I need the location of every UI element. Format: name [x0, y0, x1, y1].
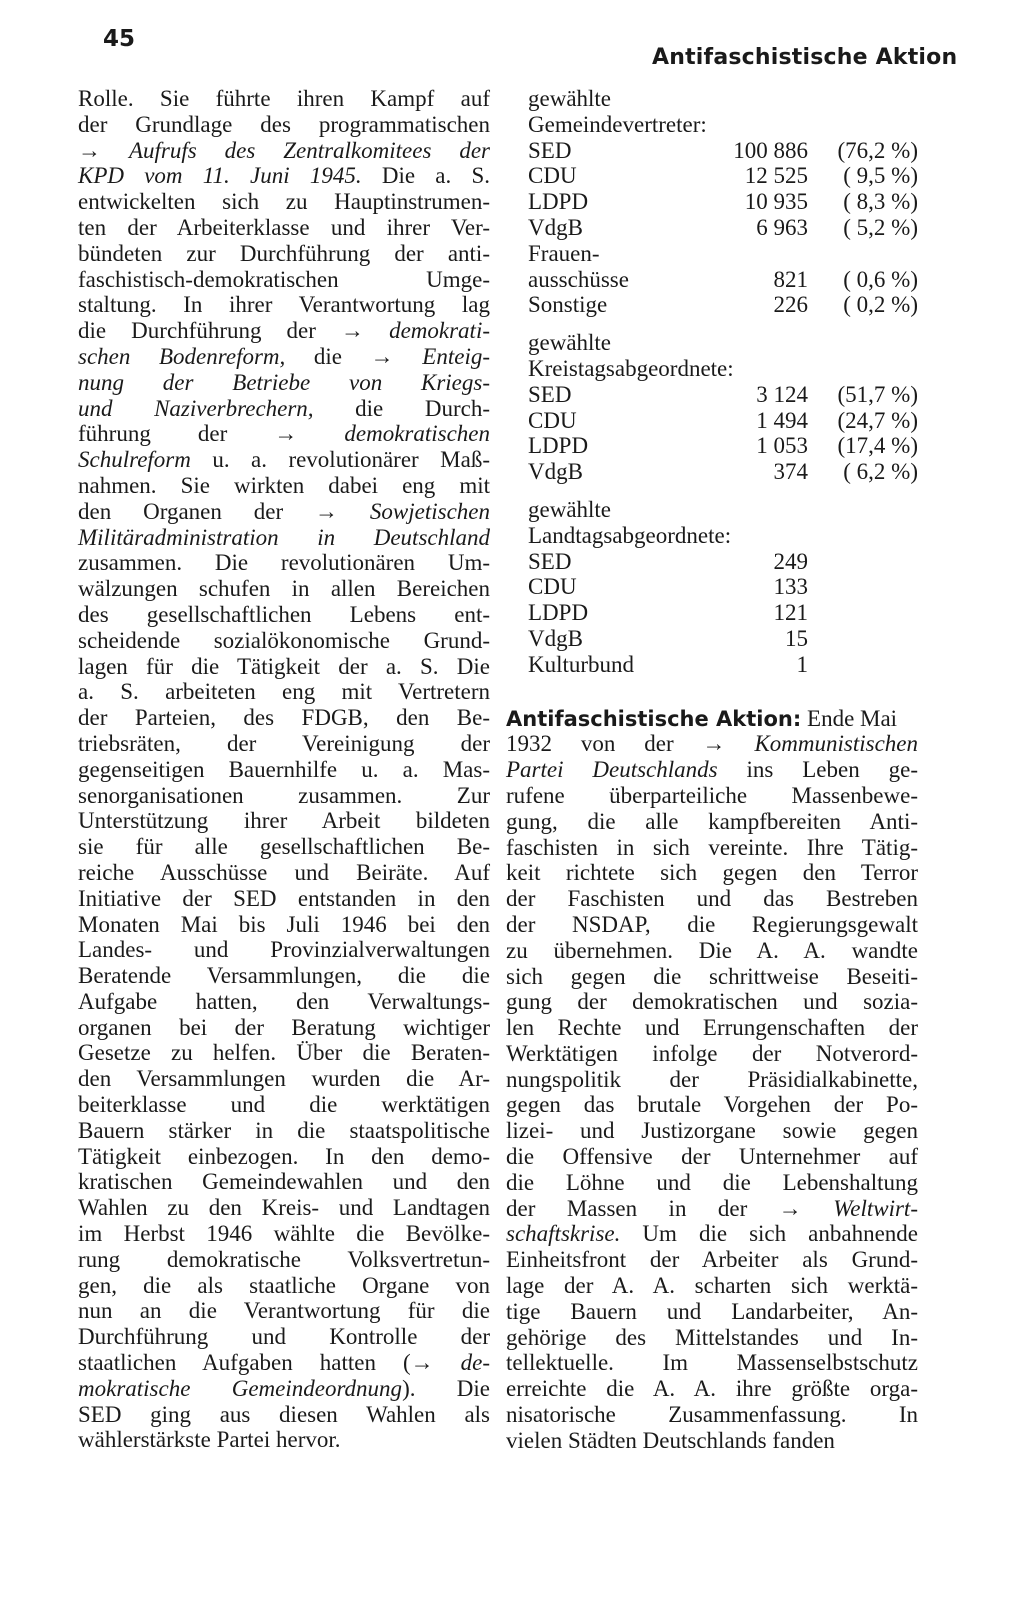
stats-count: 374: [773, 459, 808, 485]
left-column-text: [78, 86, 490, 1453]
text-line: [506, 1144, 918, 1170]
text-run: 1932 von der: [506, 731, 703, 757]
text-run: Monaten Mai bis Juli 1946 bei den: [78, 911, 490, 937]
text-run: ). Die: [402, 1375, 490, 1401]
text-line: [506, 912, 918, 938]
text-line: [78, 112, 490, 138]
text-line: [78, 473, 490, 499]
stats-row: [506, 215, 918, 241]
stats-party: VdgB: [528, 214, 583, 240]
page-number: 45: [103, 26, 136, 52]
text-run: ten der Arbeiterklasse und ihrer Ver-: [78, 214, 490, 240]
text-run: Die a. S.: [361, 163, 490, 189]
text-run: Um die sich anbahnende: [620, 1221, 918, 1247]
stats-party: LDPD: [528, 600, 589, 626]
text-line: [78, 189, 490, 215]
text-line: [78, 1066, 490, 1092]
italic-reference: mokratische Gemeindeordnung: [78, 1375, 403, 1401]
text-line: [78, 989, 490, 1015]
stats-party: VdgB: [528, 459, 583, 485]
text-line: [78, 1144, 490, 1170]
stats-party: CDU: [528, 163, 577, 189]
stats-row: [506, 600, 918, 626]
text-run: nungspolitik der Präsidialkabinette,: [506, 1066, 918, 1092]
text-line: [506, 731, 918, 757]
text-run: entwickelten sich zu Hauptinstrumen-: [78, 189, 490, 215]
text-run: führung der: [78, 421, 275, 447]
stats-share: ( 0,2 %): [843, 292, 918, 318]
stats-share: (24,7 %): [837, 407, 918, 433]
election-statistics: [506, 86, 918, 678]
text-run: zusammen. Die revolutionären Um-: [78, 550, 490, 576]
text-line: [506, 1015, 918, 1041]
text-line: [78, 654, 490, 680]
text-run: Ende Mai: [801, 705, 898, 731]
text-line: [506, 1067, 918, 1093]
text-run: rung demokratische Volksvertretun-: [78, 1246, 490, 1272]
text-run: reiche Ausschüsse und Beiräte. Auf: [78, 859, 490, 885]
text-line: [78, 1427, 490, 1453]
text-run: organen bei der Beratung wichtiger: [78, 1014, 490, 1040]
text-run: lizei- und Justizorgane sowie gegen: [506, 1118, 918, 1144]
text-run: faschisten in sich vereinte. Ihre Tätig-: [506, 834, 918, 860]
stats-party: SED: [528, 381, 572, 407]
stats-count: 100 886: [733, 137, 808, 163]
stats-share: [808, 549, 918, 575]
italic-reference: demokratischen: [344, 421, 491, 447]
text-run: der NSDAP, die Regierungsgewalt: [506, 911, 918, 937]
stats-party: SED: [528, 137, 572, 163]
text-run: Initiative der SED entstanden in den: [78, 885, 490, 911]
text-line: [506, 1196, 918, 1222]
stats-count: [678, 241, 808, 267]
text-run: der Grundlage des programmatischen: [78, 111, 490, 137]
stats-heading: Landtagsabgeordnete:: [528, 522, 732, 548]
text-line: [78, 1298, 490, 1324]
text-line: [506, 835, 918, 861]
stats-share: (17,4 %): [837, 433, 918, 459]
stats-row: [506, 138, 918, 164]
entry-title: Antifaschistische Aktion:: [506, 706, 802, 731]
text-line: [78, 886, 490, 912]
text-run: gegen das brutale Vorgehen der Po-: [506, 1092, 918, 1118]
stats-party: CDU: [528, 574, 577, 600]
text-line: [78, 860, 490, 886]
text-line: [78, 318, 490, 344]
text-run: wälzungen schufen in allen Bereichen: [78, 576, 490, 602]
text-line: [506, 706, 918, 732]
italic-reference: Militäradministration in Deutschland: [78, 524, 490, 550]
text-run: Aufgabe hatten, den Verwaltungs-: [78, 988, 490, 1014]
stats-share: [808, 241, 918, 267]
text-run: Unterstützung ihrer Arbeit bildeten: [78, 808, 490, 834]
stats-count: 12 525: [744, 163, 808, 189]
text-run: sich gegen die schrittweise Beseiti-: [506, 963, 918, 989]
text-line: [506, 1247, 918, 1273]
stats-row: [506, 189, 918, 215]
text-line: [78, 163, 490, 189]
text-run: tige Bauern und Landarbeiter, An-: [506, 1298, 918, 1324]
text-run: die Durch-: [313, 395, 490, 421]
stats-count: 821: [773, 266, 808, 292]
text-line: [78, 292, 490, 318]
text-line: [78, 912, 490, 938]
text-run: Rolle. Sie führte ihren Kampf auf: [78, 86, 490, 111]
text-run: Landes- und Provinzialverwaltungen: [78, 937, 490, 963]
stats-row: [506, 408, 918, 434]
text-line: [78, 602, 490, 628]
stats-share: [808, 626, 918, 652]
text-line: [78, 1169, 490, 1195]
text-run: vielen Städten Deutschlands fanden: [506, 1427, 835, 1453]
stats-party: VdgB: [528, 625, 583, 651]
text-run: der Parteien, des FDGB, den Be-: [78, 705, 490, 731]
stats-party: SED: [528, 548, 572, 574]
italic-reference: demokrati-: [389, 318, 490, 344]
text-run: erreichte die A. A. ihre größte orga-: [506, 1376, 918, 1402]
text-line: [78, 1092, 490, 1118]
italic-reference: Weltwirt-: [833, 1195, 918, 1221]
text-line: [78, 421, 490, 447]
dictionary-entry: [506, 706, 918, 1454]
italic-reference: Enteig-: [422, 343, 490, 369]
italic-reference: Aufrufs des Zentralkomitees der: [128, 137, 490, 163]
stats-share: (51,7 %): [837, 381, 918, 407]
text-line: [78, 241, 490, 267]
text-run: im Herbst 1946 wählte die Bevölke-: [78, 1221, 490, 1247]
text-line: [78, 1118, 490, 1144]
text-run: des gesellschaftlichen Lebens ent-: [78, 601, 490, 627]
text-line: [506, 860, 918, 886]
text-run: sie für alle gesellschaftlichen Be-: [78, 834, 490, 860]
stats-party: CDU: [528, 407, 577, 433]
text-run: gegenseitigen Bauernhilfe u. a. Mas-: [78, 756, 490, 782]
stats-count: 3 124: [756, 381, 808, 407]
text-line: [78, 808, 490, 834]
stats-row: [506, 574, 918, 600]
italic-reference: nung der Betriebe von Kriegs-: [78, 369, 490, 395]
text-line: [78, 783, 490, 809]
stats-row: [506, 292, 918, 318]
text-run: lagen für die Tätigkeit der a. S. Die: [78, 653, 490, 679]
text-line: [506, 783, 918, 809]
text-run: triebsräten, der Vereinigung der: [78, 730, 490, 756]
text-run: senorganisationen zusammen. Zur: [78, 782, 490, 808]
text-run: die: [285, 343, 371, 369]
text-line: [78, 1015, 490, 1041]
text-run: nahmen. Sie wirkten dabei eng mit: [78, 472, 490, 498]
text-run: Durchführung und Kontrolle der: [78, 1324, 490, 1350]
text-run: keit richtete sich gegen den Terror: [506, 860, 918, 886]
text-line: [78, 1402, 490, 1428]
right-column: [506, 86, 918, 1454]
text-line: [506, 1325, 918, 1351]
text-line: [506, 964, 918, 990]
text-run: len Rechte und Errungenschaften der: [506, 1015, 918, 1041]
stats-party: Kulturbund: [528, 651, 635, 677]
text-line: [506, 1299, 918, 1325]
stats-heading: Gemeindevertreter:: [528, 111, 707, 137]
text-line: [78, 267, 490, 293]
cross-reference-arrow: →: [702, 731, 755, 757]
cross-reference-arrow: →: [370, 343, 423, 369]
stats-party: Frauen-: [528, 240, 600, 266]
text-line: [78, 86, 490, 112]
stats-row: [506, 163, 918, 189]
stats-count: 10 935: [744, 189, 808, 215]
cross-reference-arrow: →: [78, 137, 129, 163]
text-run: Wahlen zu den Kreis- und Landtagen: [78, 1195, 490, 1221]
text-run: die Löhne und die Lebenshaltung: [506, 1169, 918, 1195]
text-run: den Versammlungen wurden die Ar-: [78, 1066, 490, 1092]
stats-count: 15: [785, 625, 808, 651]
text-line: [78, 1324, 490, 1350]
text-line: [506, 1376, 918, 1402]
text-line: [506, 989, 918, 1015]
cross-reference-arrow: →: [778, 1195, 834, 1221]
stats-share: [808, 600, 918, 626]
text-line: [506, 1041, 918, 1067]
stats-count: 6 963: [756, 214, 808, 240]
text-line: [78, 396, 490, 422]
stats-count: 1 494: [756, 407, 808, 433]
text-line: [506, 1092, 918, 1118]
text-line: [506, 1428, 918, 1454]
cross-reference-arrow: →: [315, 498, 370, 524]
text-line: [78, 447, 490, 473]
text-run: ins Leben ge-: [717, 757, 918, 783]
text-run: staltung. In ihrer Verantwortung lag: [78, 292, 490, 318]
stats-share: ( 6,2 %): [843, 459, 918, 485]
text-run: tellektuelle. Im Massenselbstschutz: [506, 1350, 918, 1376]
text-run: u. a. revolutionärer Maß-: [190, 447, 490, 473]
text-run: gen, die als staatliche Organe von: [78, 1272, 490, 1298]
stats-count: 121: [773, 600, 808, 626]
text-run: nisatorische Zusammenfassung. In: [506, 1402, 918, 1428]
text-run: gung der demokratischen und sozia-: [506, 989, 918, 1015]
text-line: [78, 1350, 490, 1376]
stats-share: [808, 652, 918, 678]
text-line: [506, 809, 918, 835]
text-line: [506, 886, 918, 912]
italic-reference: Kommunistischen: [754, 731, 918, 757]
stats-share: [808, 574, 918, 600]
stats-share: ( 5,2 %): [843, 214, 918, 240]
text-run: der Faschisten und das Bestreben: [506, 886, 918, 912]
cross-reference-arrow: →: [410, 1350, 461, 1376]
italic-reference: und Naziverbrechern,: [78, 395, 314, 421]
text-run: wählerstärkste Partei hervor.: [78, 1427, 341, 1453]
text-run: SED ging aus diesen Wahlen als: [78, 1401, 490, 1427]
text-run: den Organen der: [78, 498, 316, 524]
cross-reference-arrow: →: [341, 318, 390, 344]
stats-party: ausschüsse: [528, 266, 629, 292]
stats-share: ( 8,3 %): [843, 189, 918, 215]
italic-reference: KPD vom 11. Juni 1945.: [78, 163, 362, 189]
text-line: [78, 525, 490, 551]
stats-row: [506, 433, 918, 459]
stats-share: (76,2 %): [837, 137, 918, 163]
italic-reference: Partei Deutschlands: [506, 757, 718, 783]
text-line: [78, 138, 490, 164]
italic-reference: schen Bodenreform,: [78, 343, 286, 369]
text-line: [506, 757, 918, 783]
stats-count: 1: [796, 651, 808, 677]
text-line: [78, 1376, 490, 1402]
text-run: Bauern stärker in die staatspolitische: [78, 1117, 490, 1143]
text-line: [78, 1040, 490, 1066]
text-run: gehörige des Mittelstandes und In-: [506, 1324, 918, 1350]
text-run: nun an die Verantwortung für die: [78, 1298, 490, 1324]
text-line: [506, 1273, 918, 1299]
text-line: [78, 937, 490, 963]
text-line: [78, 705, 490, 731]
text-line: [506, 1118, 918, 1144]
stats-party: LDPD: [528, 189, 589, 215]
text-line: [506, 1170, 918, 1196]
stats-share: ( 9,5 %): [843, 163, 918, 189]
stats-share: ( 0,6 %): [843, 266, 918, 292]
text-line: [78, 215, 490, 241]
text-line: [506, 1402, 918, 1428]
text-line: [506, 1221, 918, 1247]
italic-reference: Schulreform: [78, 447, 191, 473]
text-run: kratischen Gemeindewahlen und den: [78, 1169, 490, 1195]
stats-heading: gewählte: [528, 496, 612, 522]
italic-reference: de-: [460, 1350, 490, 1376]
stats-row: [506, 626, 918, 652]
text-run: die Durchführung der: [78, 318, 341, 344]
text-line: [78, 499, 490, 525]
text-run: bündeten zur Durchführung der anti-: [78, 240, 490, 266]
text-run: scheidende sozialökonomische Grund-: [78, 627, 490, 653]
stats-count: 226: [773, 292, 808, 318]
text-run: Einheitsfront der Arbeiter als Grund-: [506, 1247, 918, 1273]
stats-row: [506, 382, 918, 408]
stats-party: LDPD: [528, 433, 589, 459]
text-line: [506, 1350, 918, 1376]
stats-party: Sonstige: [528, 292, 608, 318]
text-line: [78, 1221, 490, 1247]
stats-count: 249: [773, 548, 808, 574]
text-line: [78, 679, 490, 705]
text-line: [78, 1273, 490, 1299]
running-head: Antifaschistische Aktion: [652, 45, 958, 70]
stats-count: 1 053: [756, 433, 808, 459]
stats-row: [506, 459, 918, 485]
stats-row: [506, 549, 918, 575]
stats-row: [506, 241, 918, 267]
text-line: [78, 576, 490, 602]
text-line: [78, 757, 490, 783]
text-run: der Massen in der: [506, 1195, 779, 1221]
stats-row: [506, 267, 918, 293]
text-line: [78, 370, 490, 396]
text-run: zu übernehmen. Die A. A. wandte: [506, 937, 918, 963]
text-run: lage der A. A. scharten sich werktä-: [506, 1273, 918, 1299]
text-line: [78, 731, 490, 757]
text-run: gung, die alle kampfbereiten Anti-: [506, 808, 918, 834]
italic-reference: schaftskrise.: [506, 1221, 621, 1247]
text-line: [506, 938, 918, 964]
text-line: [78, 834, 490, 860]
text-run: Beratende Versammlungen, die die: [78, 963, 490, 989]
text-line: [78, 550, 490, 576]
stats-row: [506, 652, 918, 678]
text-run: Werktätigen infolge der Notverord-: [506, 1040, 918, 1066]
stats-heading: Kreistagsabgeordnete:: [528, 355, 734, 381]
text-run: Tätigkeit einbezogen. In den demo-: [78, 1143, 490, 1169]
cross-reference-arrow: →: [274, 421, 345, 447]
text-run: a. S. arbeiteten eng mit Vertretern: [78, 679, 490, 705]
text-line: [78, 963, 490, 989]
text-run: staatlichen Aufgaben hatten (: [78, 1350, 411, 1376]
text-run: die Offensive der Unternehmer auf: [506, 1144, 918, 1170]
stats-heading: gewählte: [528, 330, 612, 356]
text-run: Gesetze zu helfen. Über die Beraten-: [78, 1040, 490, 1066]
text-line: [78, 344, 490, 370]
italic-reference: Sowjetischen: [369, 498, 490, 524]
text-line: [78, 628, 490, 654]
text-line: [78, 1247, 490, 1273]
text-run: faschistisch-demokratischen Umge-: [78, 266, 490, 292]
text-run: beiterklasse und die werktätigen: [78, 1092, 490, 1118]
stats-count: 133: [773, 574, 808, 600]
text-line: [78, 1195, 490, 1221]
stats-heading: gewählte: [528, 86, 612, 111]
text-run: rufene überparteiliche Massenbewe-: [506, 782, 918, 808]
